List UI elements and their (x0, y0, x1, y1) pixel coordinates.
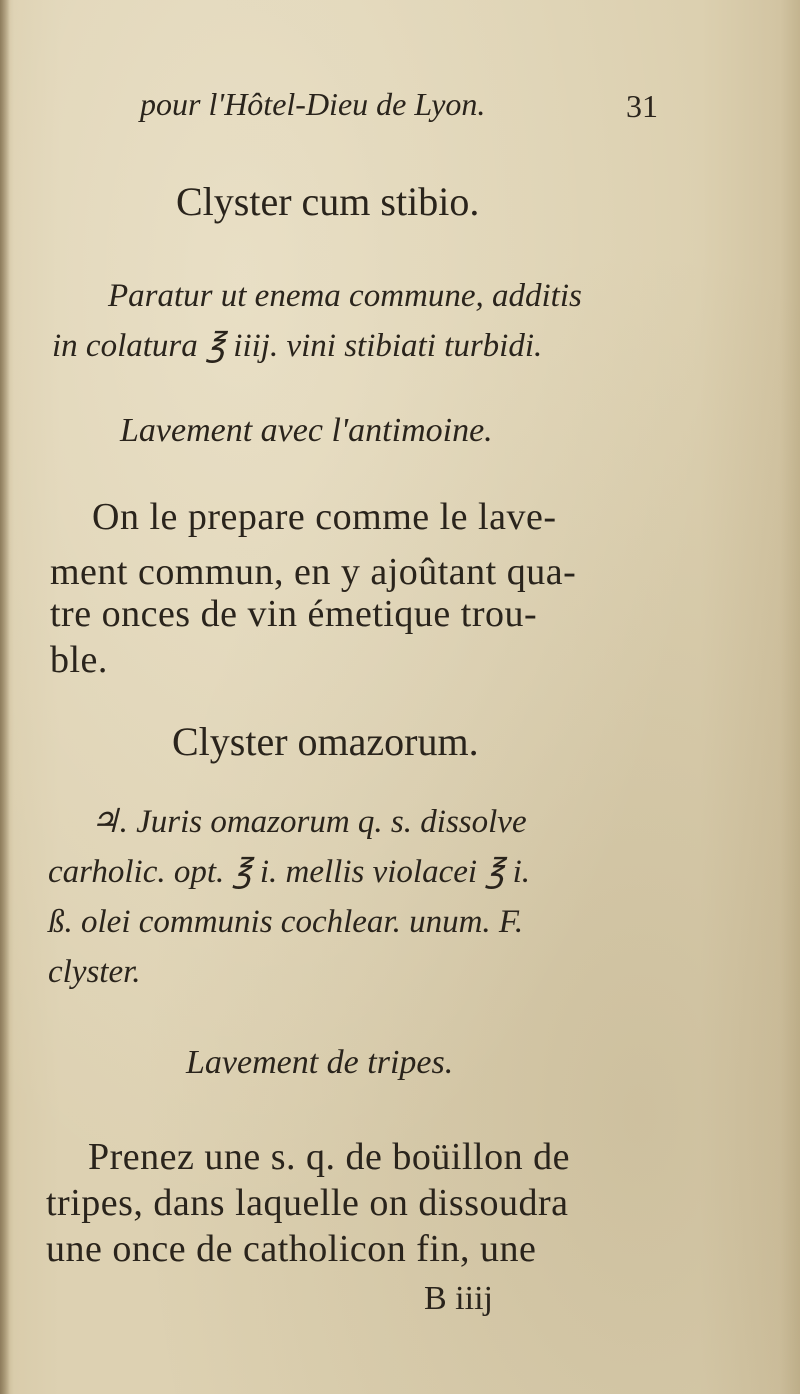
text-line: tre onces de vin émetique trou- (50, 593, 538, 635)
section-title-lavement-tripes: Lavement de tripes. (186, 1044, 454, 1081)
signature-mark: B iiij (424, 1280, 493, 1317)
recipe-line: in colatura ℥ iiij. vini stibiati turbidi. (52, 328, 543, 364)
text-line: On le prepare comme le lave- (92, 496, 557, 538)
text-line: ble. (50, 639, 108, 681)
section-title-lavement-antimoine: Lavement avec l'antimoine. (120, 412, 493, 449)
page-number: 31 (626, 88, 658, 124)
gutter-shadow (0, 0, 10, 1394)
recipe-line: ß. olei communis cochlear. unum. F. (48, 904, 524, 940)
recipe-line: clyster. (48, 954, 141, 990)
text-line: ment commun, en y ajoûtant qua- (50, 551, 577, 593)
recipe-line: carholic. opt. ℥ i. mellis violacei ℥ i. (48, 854, 531, 890)
section-title-clyster-omazorum: Clyster omazorum. (172, 719, 479, 764)
section-title-clyster-cum-stibio: Clyster cum stibio. (176, 179, 480, 224)
recipe-line: Paratur ut enema commune, additis (108, 278, 582, 314)
text-line: une once de catholicon fin, une (46, 1228, 537, 1270)
running-head: pour l'Hôtel-Dieu de Lyon. (140, 86, 486, 122)
text-line: tripes, dans laquelle on dissoudra (46, 1182, 569, 1224)
text-line: Prenez une s. q. de boüillon de (88, 1136, 570, 1178)
recipe-line: ♃. Juris omazorum q. s. dissolve (90, 804, 527, 840)
